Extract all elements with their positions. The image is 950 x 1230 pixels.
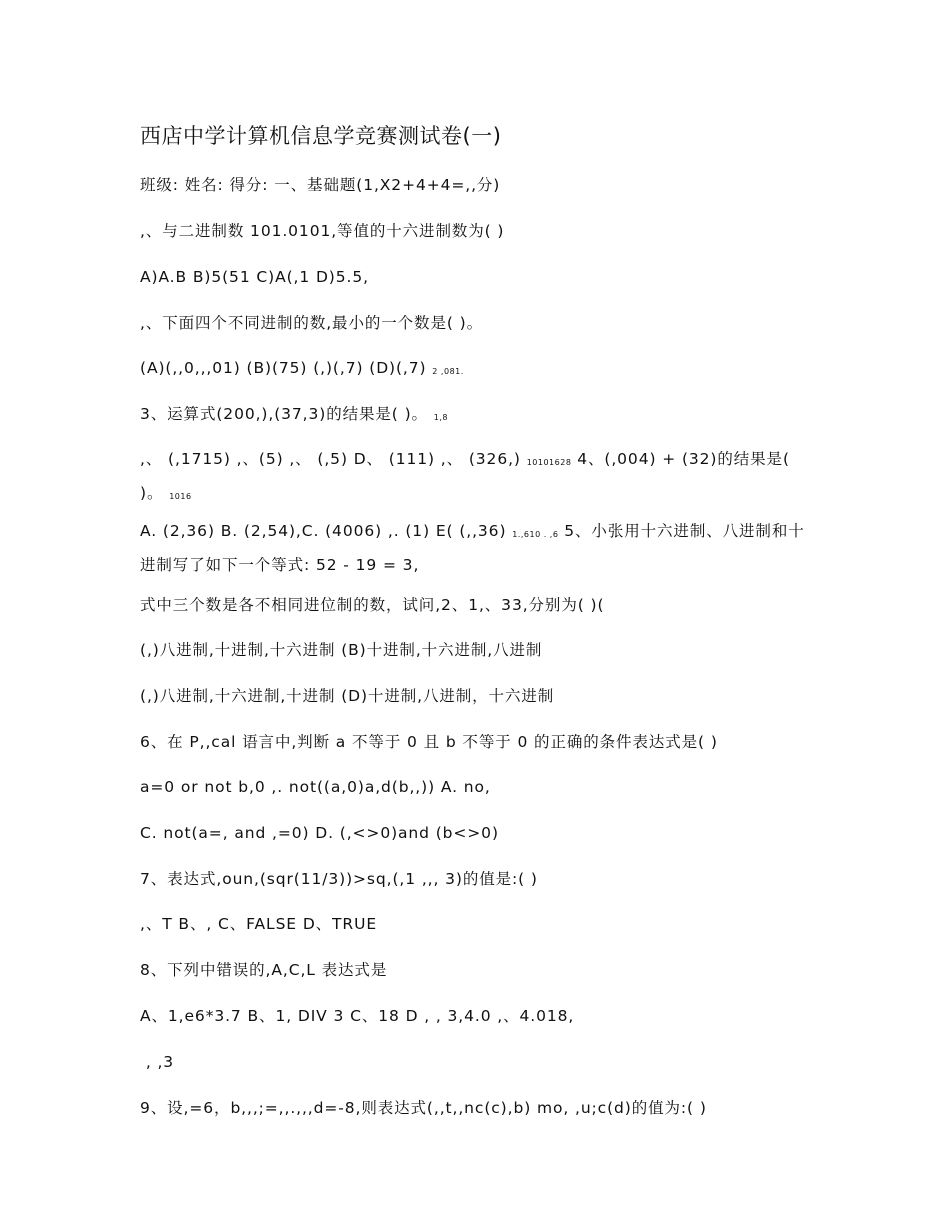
question-4: 4、(,004) + (32)的结果是( )。	[140, 450, 790, 502]
question-6: 6、在 P,,cal 语言中,判断 a 不等于 0 且 b 不等于 0 的正确的条件表达式是( )	[140, 733, 718, 751]
question-8-options: A、1,e6*3.7 B、1, DIV 3 C、18 D , , 3,4.0 ,、4.018,	[140, 1007, 575, 1025]
class-info-line: 班级: 姓名: 得分: 一、基础题(1,X2+4+4=,,分)	[140, 176, 501, 194]
question-9: 9、设,=6，b,,,;=,,.,,,d=-8,则表达式(,,t,,nc(c),b) mo, ,u;c(d)的值为:( )	[140, 1099, 707, 1117]
question-8-options-continued: , ,3	[140, 1053, 175, 1071]
subscript-note: 1016	[169, 492, 192, 501]
question-5: 5、小张用十六进制、八进制和十进制写了如下一个等式: 52 - 19 = 3,	[140, 522, 805, 574]
question-5-options-a-b: (,)八进制,十进制,十六进制 (B)十进制,十六进制,八进制	[140, 641, 543, 659]
question-3: 3、运算式(200,),(37,3)的结果是( )。	[140, 405, 428, 423]
question-7: 7、表达式,oun,(sqr(11/3))>sq,(,1 ,,, 3)的值是:( )	[140, 870, 538, 888]
question-2: ,、下面四个不同进制的数,最小的一个数是( )。	[140, 314, 483, 332]
page-title: 西店中学计算机信息学竞赛测试卷(一)	[140, 124, 502, 148]
question-8: 8、下列中错误的,A,C,L 表达式是	[140, 961, 388, 979]
subscript-note: 1.,610 . ,6	[512, 530, 559, 539]
question-5-options-c-d: (,)八进制,十六进制,十进制 (D)十进制,八进制，十六进制	[140, 687, 555, 705]
question-3-row	[140, 403, 448, 429]
question-3-options: ,、 (,1715) ,、(5) ,、 (,5) D、 (111) ,、 (326,)	[140, 450, 521, 468]
question-2-options: (A)(,,0,,,01) (B)(75) (,)(,7) (D)(,7)	[140, 359, 427, 377]
question-1-options: A)A.B B)5(51 C)A(,1 D)5.5,	[140, 268, 369, 286]
question-3-options-and-question-4	[140, 444, 812, 512]
question-7-options: ,、T B、, C、FALSE D、TRUE	[140, 915, 378, 933]
subscript-note: 10101628	[526, 458, 572, 467]
subscript-note: 2 ,081.	[432, 367, 464, 376]
question-4-options: A. (2,36) B. (2,54),C. (4006) ,. (1) E( (,,36)	[140, 522, 507, 540]
question-5-continued: 式中三个数是各不相同进位制的数，试问,2、1,、33,分别为( )(	[140, 596, 605, 614]
question-2-options-row	[140, 357, 464, 383]
question-6-options-1: a=0 or not b,0 ,. not((a,0)a,d(b,,)) A. no,	[140, 778, 491, 796]
question-6-options-2: C. not(a=, and ,=0) D. (,<>0)and (b<>0)	[140, 824, 499, 842]
subscript-note: 1,8	[433, 413, 448, 422]
question-4-options-and-question-5	[140, 516, 812, 580]
question-1: ,、与二进制数 101.0101,等值的十六进制数为( )	[140, 222, 505, 240]
